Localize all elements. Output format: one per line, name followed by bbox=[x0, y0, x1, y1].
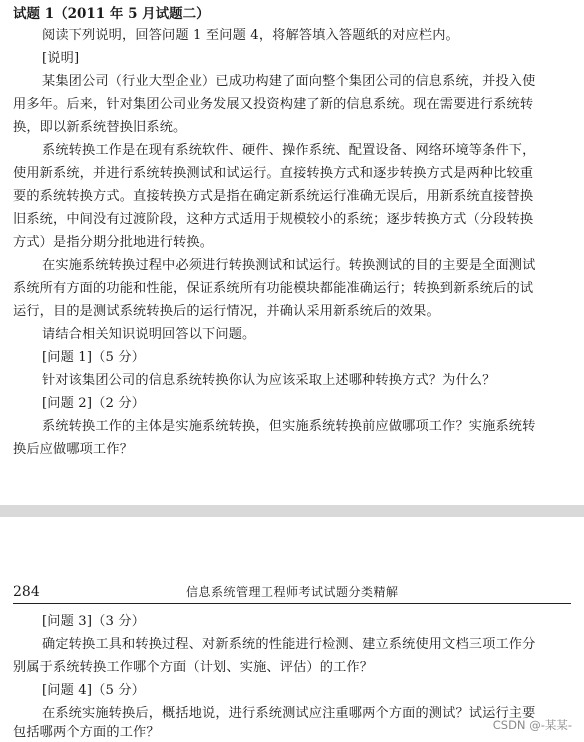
paragraph-line: 某集团公司（行业大型企业）已成功构建了面向整个集团公司的信息系统，并投入使 bbox=[42, 74, 536, 89]
document-page-2 bbox=[0, 517, 584, 739]
question-2-text: 换后应做哪项工作？ bbox=[13, 442, 134, 457]
paragraph-line: 旧系统，中间没有过渡阶段，这种方式适用于规模较小的系统；逐步转换方式（分段转换 bbox=[13, 212, 534, 227]
page-number: 284 bbox=[13, 584, 40, 600]
question-3-text: 确定转换工具和转换过程、对新系统的性能进行检测、建立系统使用文档三项工作分 bbox=[42, 637, 536, 652]
paragraph-line: 系统所有方面的功能和性能，保证系统所有功能模块都能准确运行；转换到新系统后的试 bbox=[13, 281, 534, 296]
prompt-line: 请结合相关知识说明回答以下问题。 bbox=[42, 327, 256, 342]
running-header: 信息系统管理工程师考试试题分类精解 bbox=[186, 585, 399, 599]
question-4-text: 包括哪两个方面的工作？ bbox=[13, 725, 160, 740]
question-2-text: 系统转换工作的主体是实施系统转换，但实施系统转换前应做哪项工作？实施系统转 bbox=[42, 419, 536, 434]
paragraph-line: 用多年。后来，针对集团公司业务发展又投资构建了新的信息系统。现在需要进行系统转 bbox=[13, 97, 534, 112]
description-heading: [说明] bbox=[42, 51, 80, 66]
paragraph-line: 系统转换工作是在现有系统软件、硬件、操作系统、配置设备、网络环境等条件下， bbox=[42, 143, 536, 158]
question-1-heading: [问题 1]（5 分） bbox=[42, 350, 146, 365]
question-3-heading: [问题 3]（3 分） bbox=[42, 614, 146, 629]
question-4-heading: [问题 4]（5 分） bbox=[42, 683, 146, 698]
paragraph-line: 换，即以新系统替换旧系统。 bbox=[13, 120, 187, 135]
instruction-line: 阅读下列说明，回答问题 1 至问题 4，将解答填入答题纸的对应栏内。 bbox=[42, 28, 459, 43]
paragraph-line: 在实施系统转换过程中必须进行转换测试和试运行。转换测试的目的主要是全面测试 bbox=[42, 258, 536, 273]
question-1-text: 针对该集团公司的信息系统转换你认为应该采取上述哪种转换方式？为什么？ bbox=[42, 373, 496, 388]
paragraph-line: 运行，目的是测试系统转换后的运行情况，并确认采用新系统后的效果。 bbox=[13, 304, 440, 319]
question-4-text: 在系统实施转换后，概括地说，进行系统测试应注重哪两个方面的测试？试运行主要 bbox=[42, 706, 536, 721]
question-3-text: 别属于系统转换工作哪个方面（计划、实施、评估）的工作？ bbox=[13, 660, 374, 675]
page-separator bbox=[0, 505, 584, 517]
paragraph-line: 要的系统转换方式。直接转换方式是指在确定新系统运行准确无误后，用新系统直接替换 bbox=[13, 189, 534, 204]
paragraph-line: 使用新系统，并进行系统转换测试和试运行。直接转换方式和逐步转换方式是两种比较重 bbox=[13, 166, 534, 181]
question-2-heading: [问题 2]（2 分） bbox=[42, 396, 146, 411]
question-title: 试题 1（2011 年 5 月试题二） bbox=[13, 6, 210, 22]
watermark-label: CSDN @-某某- bbox=[492, 718, 572, 732]
header-rule bbox=[13, 603, 571, 604]
paragraph-line: 方式）是指分期分批地进行转换。 bbox=[13, 235, 214, 250]
